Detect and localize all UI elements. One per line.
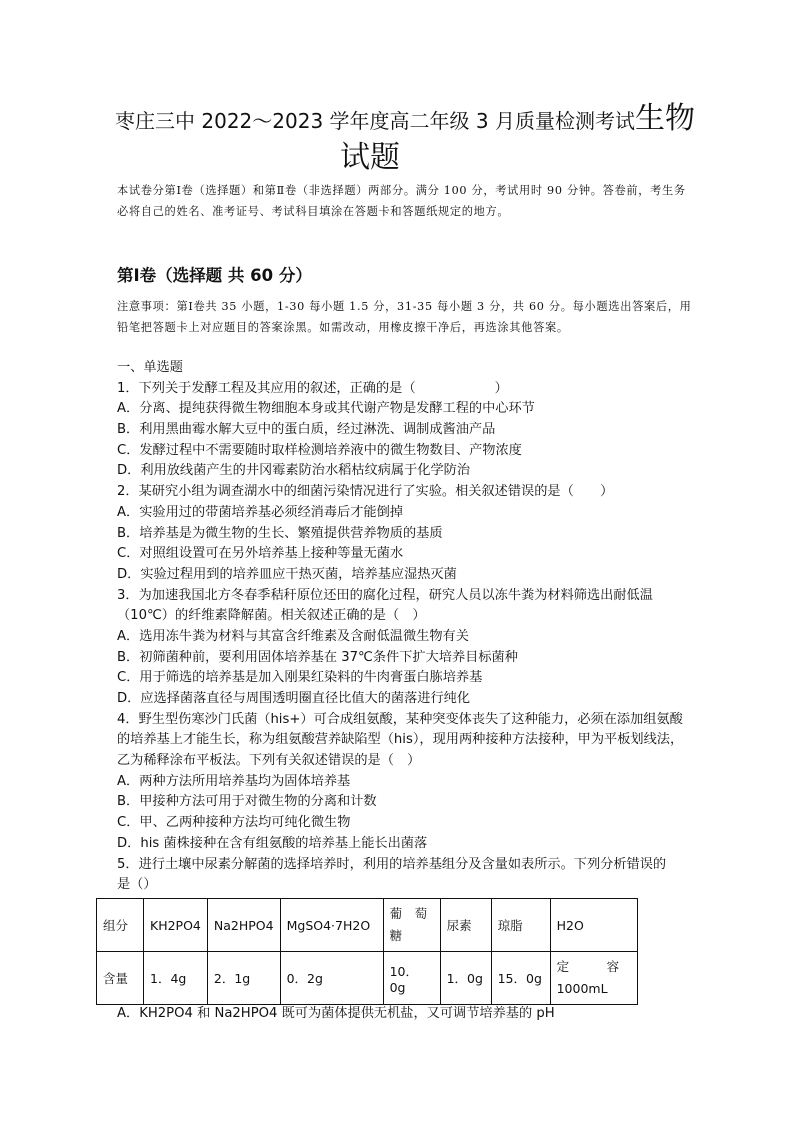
text-line: B．利用黑曲霉水解大豆中的蛋白质，经过淋洗、调制成酱油产品 <box>117 422 496 438</box>
exam-title-subject: 生物 <box>634 101 695 136</box>
cell-line: 糖 <box>389 928 403 943</box>
table-cell: 2．1g <box>207 952 280 1005</box>
cell-line: 葡 萄 <box>389 906 428 921</box>
medium-table <box>96 898 638 1005</box>
table-cell: 1．4g <box>144 952 208 1005</box>
cell-line: 定 容 <box>556 959 620 974</box>
table-row <box>97 899 638 952</box>
text-line: A．实验用过的带菌培养基必须经消毒后才能倒掉 <box>117 504 403 520</box>
text-line: C．甲、乙两种接种方法均可纯化微生物 <box>117 815 351 831</box>
table-cell: 0．2g <box>280 952 383 1005</box>
table-cell <box>383 899 440 952</box>
text-line: 乙为稀释涂布平板法。下列有关叙述错误的是（ ） <box>117 753 421 769</box>
text-line: 的培养基上才能生长，称为组氨酸营养缺陷型（his），现用两种接种方法接种，甲为平板划线法， <box>117 732 684 748</box>
section-heading: 第Ⅰ卷（选择题 共 60 分） <box>117 266 312 285</box>
text-line: 2．某研究小组为调查湖水中的细菌污染情况进行了实验。相关叙述错误的是（ ） <box>117 484 614 500</box>
option-line: A．KH2PO4 和 Na2HPO4 既可为菌体提供无机盐，又可调节培养基的 pH <box>117 1006 555 1021</box>
text-line: A．选用冻牛粪为材料与其富含纤维素及含耐低温微生物有关 <box>117 628 469 644</box>
exam-intro: 本试卷分第Ⅰ卷（选择题）和第Ⅱ卷（非选择题）两部分。满分 100 分，考试用时 90 分钟。答卷前，考生务必将自己的姓名、准考证号、考试科目填涂在答题卡和答题纸规定的地方。 <box>117 184 686 218</box>
exam-title-prefix: 枣庄三中 2022～2023 学年度高二年级 3 月质量检测考试 <box>115 109 635 133</box>
table-cell: 尿素 <box>440 899 491 952</box>
table-cell: 含量 <box>97 952 144 1005</box>
text-line: 3．为加速我国北方冬春季秸秆原位还田的腐化过程，研究人员以冻牛粪为材料筛选出耐低温 <box>117 587 653 603</box>
text-line: D．his 菌株接种在含有组氨酸的培养基上能长出菌落 <box>117 835 428 851</box>
text-line: C．发酵过程中不需要随时取样检测培养液中的微生物数目、产物浓度 <box>117 442 522 458</box>
table-cell: KH2PO4 <box>144 899 208 952</box>
text-line: 5．进行土壤中尿素分解菌的选择培养时，利用的培养基组分及含量如表所示。下列分析错误的 <box>117 856 667 872</box>
table-cell: 组分 <box>97 899 144 952</box>
text-line: B．培养基是为微生物的生长、繁殖提供营养物质的基质 <box>117 525 443 541</box>
exam-title-line2: 试题 <box>340 140 400 175</box>
text-line: A．分离、提纯获得微生物细胞本身或其代谢产物是发酵工程的中心环节 <box>117 401 535 417</box>
text-line: 4．野生型伤寒沙门氏菌（his+）可合成组氨酸，某种突变体丧失了这种能力，必须在添加组氨酸 <box>117 711 683 727</box>
text-line: 1．下列关于发酵工程及其应用的叙述，正确的是（ ） <box>117 380 508 396</box>
exam-title <box>100 102 710 138</box>
section-notice: 注意事项：第Ⅰ卷共 35 小题，1-30 每小题 1.5 分，31-35 每小题 3 分，共 60 分。每小题选出答案后，用铅笔把答题卡上对应题目的答案涂黑。如需改动，用橡皮擦干净后，再选涂其他答案。 <box>117 300 692 334</box>
table-cell: 15．0g <box>491 952 550 1005</box>
text-line: D．实验过程用到的培养皿应干热灭菌，培养基应湿热灭菌 <box>117 566 457 582</box>
table-cell <box>550 952 637 1005</box>
text-line: A．两种方法所用培养基均为固体培养基 <box>117 773 351 789</box>
text-line: D．应选择菌落直径与周围透明圈直径比值大的菌落进行纯化 <box>117 691 471 706</box>
text-line: C．用于筛选的培养基是加入刚果红染料的牛肉膏蛋白胨培养基 <box>117 670 483 686</box>
text-line: D．利用放线菌产生的井冈霉素防治水稻枯纹病属于化学防治 <box>117 463 471 479</box>
table-cell: H2O <box>550 899 637 952</box>
text-line: （10℃）的纤维素降解菌。相关叙述正确的是（ ） <box>117 608 426 624</box>
table-row <box>97 952 638 1005</box>
table-cell: 琼脂 <box>491 899 550 952</box>
table-cell: 10．0g <box>383 952 440 1005</box>
table-cell: Na2HPO4 <box>207 899 280 952</box>
text-line: 是（） <box>117 877 157 893</box>
cell-line: 1000mL <box>556 981 608 996</box>
text-line: 一、单选题 <box>117 360 183 375</box>
text-line: B．甲接种方法可用于对微生物的分离和计数 <box>117 794 377 810</box>
question-list <box>117 358 707 896</box>
table-cell: MgSO4·7H2O <box>280 899 383 952</box>
table-cell: 1．0g <box>440 952 491 1005</box>
text-line: B．初筛菌种前，要利用固体培养基在 37℃条件下扩大培养目标菌种 <box>117 649 518 665</box>
text-line: C．对照组设置可在另外培养基上接种等量无菌水 <box>117 546 404 562</box>
